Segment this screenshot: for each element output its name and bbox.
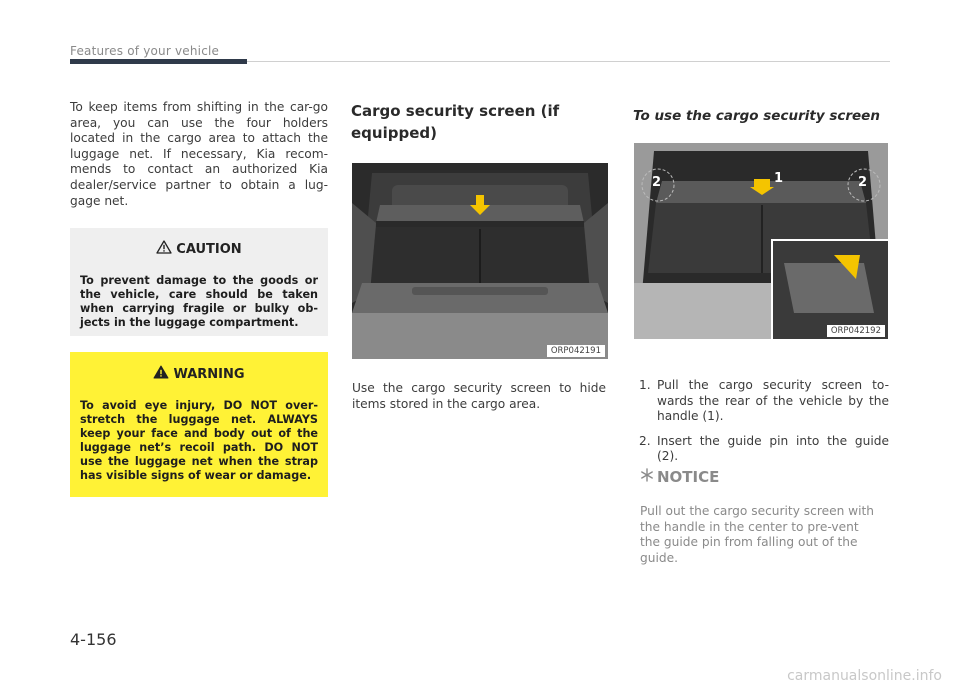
warning-heading <box>80 365 318 383</box>
caution-text: To prevent damage to the goods or the vehicle, care should be taken when carrying fragile or bulky ob-jects in the luggage compartment. <box>80 274 318 329</box>
notice-heading-label: NOTICE <box>657 468 720 486</box>
header-accent-bar <box>70 59 247 64</box>
step-item <box>639 378 889 425</box>
step-text: Insert the guide pin into the guide (2). <box>657 433 889 464</box>
section-paragraph: Use the cargo security screen to hide items stored in the cargo area. <box>352 381 606 411</box>
header-title: Features of your vehicle <box>70 44 220 58</box>
section-title <box>351 100 609 144</box>
cargo-area-photo <box>352 163 608 359</box>
asterisk-icon <box>640 468 654 486</box>
callout-2-right: 2 <box>858 175 868 190</box>
watermark: carmanualsonline.info <box>787 668 942 684</box>
intro-column <box>70 100 328 209</box>
warning-text: To avoid eye injury, DO NOT over-stretch the luggage net. ALWAYS keep your face and body out of the luggage net’s recoil path. DO NOT use the luggage net when the strap has visible signs of wear or damage. <box>80 399 318 482</box>
steps-list <box>639 378 889 474</box>
warning-triangle-icon <box>153 365 169 383</box>
photo-code: ORP042191 <box>547 345 605 357</box>
step-item <box>639 434 889 465</box>
warning-box <box>70 352 328 497</box>
caution-triangle-icon <box>156 240 172 258</box>
warning-heading-label: WARNING <box>173 366 245 382</box>
use-screen-column <box>633 108 891 124</box>
cargo-screen-column <box>351 100 609 144</box>
notice-heading <box>640 468 719 486</box>
callout-1: 1 <box>774 171 784 186</box>
caution-heading-label: CAUTION <box>176 241 242 257</box>
step-text: Pull the cargo security screen to-wards the rear of the vehicle by the handle (1). <box>657 378 889 424</box>
caution-box <box>70 228 328 336</box>
intro-paragraph: To keep items from shifting in the car-go area, you can use the four holders located in the cargo area to attach the luggage net. If necessary, Kia recom-mends to contact an authorized Kia dealer/service partner to obtain a lug-gage net. <box>70 100 328 208</box>
page-header <box>70 44 890 58</box>
photo-code-2: ORP042192 <box>827 325 885 337</box>
cargo-screen-use-photo <box>634 143 888 339</box>
caution-heading <box>80 240 318 258</box>
callout-2-left: 2 <box>652 175 662 190</box>
step-number: 2. <box>639 433 651 448</box>
section-title-line2: equipped) <box>351 124 437 142</box>
notice-text: Pull out the cargo security screen with the handle in the center to pre-vent the guide pin from falling out of the guide. <box>640 504 875 565</box>
step-number: 1. <box>639 378 651 392</box>
page-number: 4-156 <box>70 630 117 649</box>
section-title-line1: Cargo security screen (if <box>351 102 560 120</box>
use-section-title: To use the cargo security screen <box>633 108 880 124</box>
